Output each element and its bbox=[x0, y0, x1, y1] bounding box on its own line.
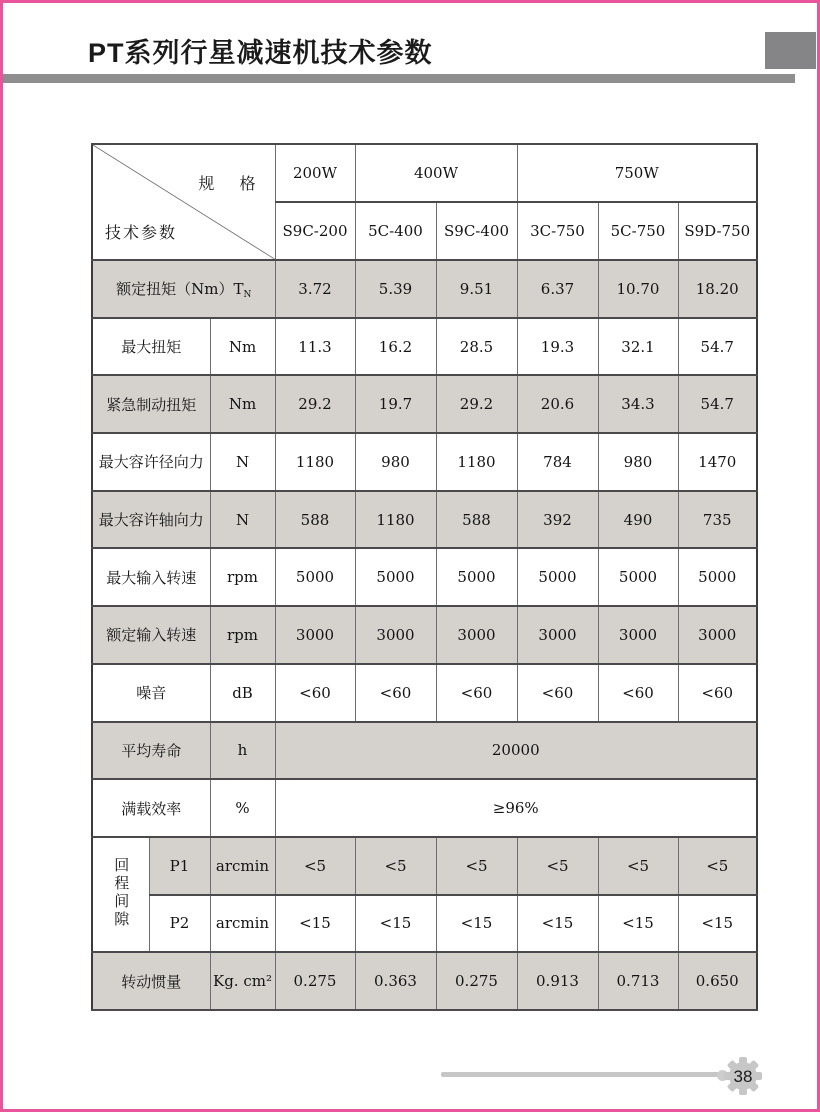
cell-value: 32.1 bbox=[598, 318, 678, 376]
row-label: 额定扭矩$(Nm)T_N$ bbox=[92, 260, 275, 318]
row-label: 转动惯量 bbox=[92, 952, 210, 1010]
cell-value: 1180 bbox=[275, 433, 355, 491]
cell-value: 735 bbox=[678, 491, 757, 549]
corner-bottom-label: 技术参数 bbox=[105, 223, 178, 242]
cell-value: <60 bbox=[598, 664, 678, 722]
power-group-200w: 200W bbox=[275, 144, 355, 202]
cell-value: 5000 bbox=[355, 548, 436, 606]
cell-value: 5000 bbox=[436, 548, 517, 606]
cell-value: 3000 bbox=[517, 606, 598, 664]
model-header: S9C-200 bbox=[275, 202, 355, 260]
cell-value: 3000 bbox=[275, 606, 355, 664]
cell-value: <15 bbox=[678, 895, 757, 953]
cell-value: 9.51 bbox=[436, 260, 517, 318]
row-unit: dB bbox=[210, 664, 275, 722]
row-unit: arcmin bbox=[210, 895, 275, 953]
cell-value: 588 bbox=[275, 491, 355, 549]
cell-value: 28.5 bbox=[436, 318, 517, 376]
row-unit: N bbox=[210, 491, 275, 549]
table-row-noise bbox=[92, 664, 757, 722]
cell-value: 490 bbox=[598, 491, 678, 549]
model-header: 5C-750 bbox=[598, 202, 678, 260]
cell-value: <15 bbox=[436, 895, 517, 953]
row-unit: rpm bbox=[210, 606, 275, 664]
cell-value: 3000 bbox=[678, 606, 757, 664]
row-label: P1 bbox=[149, 837, 210, 895]
cell-value: 29.2 bbox=[275, 375, 355, 433]
cell-value: 3000 bbox=[598, 606, 678, 664]
table-row-backlash-p1 bbox=[92, 837, 757, 895]
table-row-backlash-p2 bbox=[92, 895, 757, 953]
cell-value: <15 bbox=[355, 895, 436, 953]
cell-value: 5.39 bbox=[355, 260, 436, 318]
cell-value: <60 bbox=[436, 664, 517, 722]
row-unit: h bbox=[210, 722, 275, 780]
cell-value: <5 bbox=[355, 837, 436, 895]
cell-value: <5 bbox=[598, 837, 678, 895]
table-row-max-input-speed bbox=[92, 548, 757, 606]
table-row-efficiency bbox=[92, 779, 757, 837]
model-header: 3C-750 bbox=[517, 202, 598, 260]
corner-top-label: 规 格 bbox=[198, 174, 266, 193]
row-label: 噪音 bbox=[92, 664, 210, 722]
cell-value: 3000 bbox=[436, 606, 517, 664]
cell-value: 54.7 bbox=[678, 375, 757, 433]
row-unit: rpm bbox=[210, 548, 275, 606]
cell-value: 5000 bbox=[517, 548, 598, 606]
cell-value: 0.363 bbox=[355, 952, 436, 1010]
model-header: 5C-400 bbox=[355, 202, 436, 260]
cell-value: <5 bbox=[436, 837, 517, 895]
model-header: S9D-750 bbox=[678, 202, 757, 260]
power-group-750w: 750W bbox=[517, 144, 757, 202]
table-row-average-life bbox=[92, 722, 757, 780]
table-row-axial-force bbox=[92, 491, 757, 549]
cell-value: 0.713 bbox=[598, 952, 678, 1010]
row-label: P2 bbox=[149, 895, 210, 953]
row-unit: arcmin bbox=[210, 837, 275, 895]
cell-value: 3000 bbox=[355, 606, 436, 664]
table-row-max-torque bbox=[92, 318, 757, 376]
cell-value: 0.650 bbox=[678, 952, 757, 1010]
cell-value: 0.913 bbox=[517, 952, 598, 1010]
cell-value: 392 bbox=[517, 491, 598, 549]
cell-merged-value: ≥96% bbox=[275, 779, 757, 837]
row-unit: Nm bbox=[210, 318, 275, 376]
cell-value: <15 bbox=[517, 895, 598, 953]
row-label: 紧急制动扭矩 bbox=[92, 375, 210, 433]
cell-value: 5000 bbox=[678, 548, 757, 606]
cell-value: 20.6 bbox=[517, 375, 598, 433]
cell-value: 16.2 bbox=[355, 318, 436, 376]
table-row-inertia bbox=[92, 952, 757, 1010]
cell-value: <5 bbox=[517, 837, 598, 895]
cell-value: 0.275 bbox=[275, 952, 355, 1010]
cell-value: 784 bbox=[517, 433, 598, 491]
page-number: 38 bbox=[733, 1067, 753, 1086]
row-group-label-backlash: 回程间隙 bbox=[92, 837, 149, 952]
row-label: 最大扭矩 bbox=[92, 318, 210, 376]
cell-value: 5000 bbox=[598, 548, 678, 606]
cell-value: <15 bbox=[598, 895, 678, 953]
cell-value: <5 bbox=[275, 837, 355, 895]
cell-value: 10.70 bbox=[598, 260, 678, 318]
gear-icon bbox=[721, 1054, 765, 1098]
cell-value: 3.72 bbox=[275, 260, 355, 318]
cell-value: 54.7 bbox=[678, 318, 757, 376]
cell-value: 980 bbox=[355, 433, 436, 491]
corner-accent-block bbox=[765, 32, 816, 69]
cell-merged-value: 20000 bbox=[275, 722, 757, 780]
spec-table bbox=[91, 143, 758, 1011]
cell-value: <60 bbox=[355, 664, 436, 722]
model-header: S9C-400 bbox=[436, 202, 517, 260]
cell-value: 1180 bbox=[355, 491, 436, 549]
power-group-400w: 400W bbox=[355, 144, 517, 202]
page-title: PT系列行星减速机技术参数 bbox=[88, 38, 433, 68]
row-unit: Kg. cm² bbox=[210, 952, 275, 1010]
cell-value: 11.3 bbox=[275, 318, 355, 376]
cell-value: 18.20 bbox=[678, 260, 757, 318]
row-unit: Nm bbox=[210, 375, 275, 433]
cell-value: <60 bbox=[678, 664, 757, 722]
row-label: 满载效率 bbox=[92, 779, 210, 837]
row-label: 最大容许径向力 bbox=[92, 433, 210, 491]
table-row-rated-input-speed bbox=[92, 606, 757, 664]
row-label: 最大输入转速 bbox=[92, 548, 210, 606]
cell-value: 34.3 bbox=[598, 375, 678, 433]
cell-value: <5 bbox=[678, 837, 757, 895]
row-unit: N bbox=[210, 433, 275, 491]
row-unit: % bbox=[210, 779, 275, 837]
cell-value: 19.3 bbox=[517, 318, 598, 376]
cell-value: 0.275 bbox=[436, 952, 517, 1010]
row-label: 平均寿命 bbox=[92, 722, 210, 780]
cell-value: <60 bbox=[517, 664, 598, 722]
corner-diagonal-cell bbox=[92, 144, 275, 260]
cell-value: <60 bbox=[275, 664, 355, 722]
cell-value: 980 bbox=[598, 433, 678, 491]
row-label: 最大容许轴向力 bbox=[92, 491, 210, 549]
cell-value: 1180 bbox=[436, 433, 517, 491]
table-row-radial-force bbox=[92, 433, 757, 491]
title-underline-bar bbox=[3, 74, 795, 83]
header-row-power bbox=[92, 144, 757, 202]
cell-value: 1470 bbox=[678, 433, 757, 491]
table-row-brake-torque bbox=[92, 375, 757, 433]
cell-value: 5000 bbox=[275, 548, 355, 606]
footer-line bbox=[441, 1072, 723, 1077]
cell-value: 6.37 bbox=[517, 260, 598, 318]
cell-value: 29.2 bbox=[436, 375, 517, 433]
table-row-rated-torque bbox=[92, 260, 757, 318]
cell-value: 19.7 bbox=[355, 375, 436, 433]
cell-value: <15 bbox=[275, 895, 355, 953]
cell-value: 588 bbox=[436, 491, 517, 549]
row-label: 额定输入转速 bbox=[92, 606, 210, 664]
